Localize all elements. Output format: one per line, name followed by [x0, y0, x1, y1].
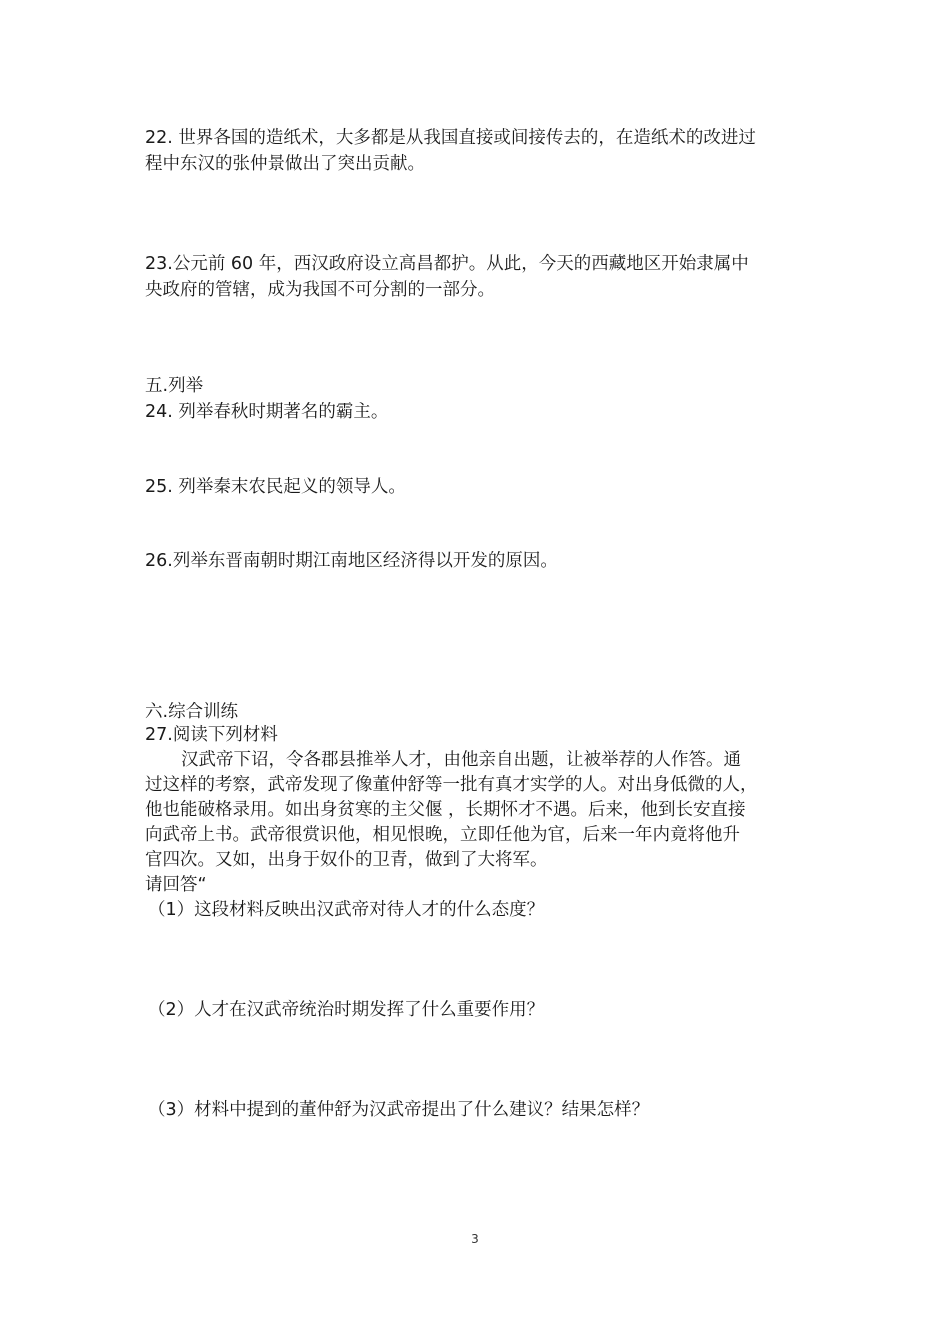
page-number: 3: [471, 1232, 479, 1246]
question-27-title: 27.阅读下列材料: [145, 725, 278, 745]
material-line: 过这样的考察，武帝发现了像董仲舒等一批有真才实学的人。对出身低微的人，: [145, 775, 758, 795]
sub-question-1: （1）这段材料反映出汉武帝对待人才的什么态度？: [148, 900, 545, 920]
material-line: 官四次。又如，出身于奴仆的卫青，做到了大将军。: [145, 850, 548, 870]
material-line: 他也能破格录用。如出身贫寒的主父偃 ，长期怀才不遇。后来，他到长安直接: [145, 800, 746, 820]
material-line: 向武帝上书。武帝很赏识他，相见恨晚，立即任他为官，后来一年内竟将他升: [145, 825, 740, 845]
answer-prompt: 请回答“: [145, 875, 207, 895]
question-25: 25. 列举秦末农民起义的领导人。: [145, 477, 406, 497]
question-22-line-2: 程中东汉的张仲景做出了突出贡献。: [145, 154, 425, 174]
material-line: 汉武帝下诏，令各郡县推举人才，由他亲自出题，让被举荐的人作答。通: [181, 750, 741, 770]
question-23-line-2: 央政府的管辖，成为我国不可分割的一部分。: [145, 280, 495, 300]
question-24: 24. 列举春秋时期著名的霸主。: [145, 402, 389, 422]
sub-question-3: （3）材料中提到的董仲舒为汉武帝提出了什么建议？结果怎样？: [148, 1100, 650, 1120]
question-26: 26.列举东晋南朝时期江南地区经济得以开发的原因。: [145, 551, 558, 571]
sub-question-2: （2）人才在汉武帝统治时期发挥了什么重要作用？: [148, 1000, 545, 1020]
question-23-line-1: 23.公元前 60 年，西汉政府设立高昌都护。从此，今天的西藏地区开始隶属中: [145, 254, 749, 274]
section-6-title: 六.综合训练: [145, 702, 239, 722]
question-22-line-1: 22. 世界各国的造纸术，大多都是从我国直接或间接传去的，在造纸术的改进过: [145, 128, 756, 148]
section-5-title: 五.列举: [145, 376, 204, 396]
